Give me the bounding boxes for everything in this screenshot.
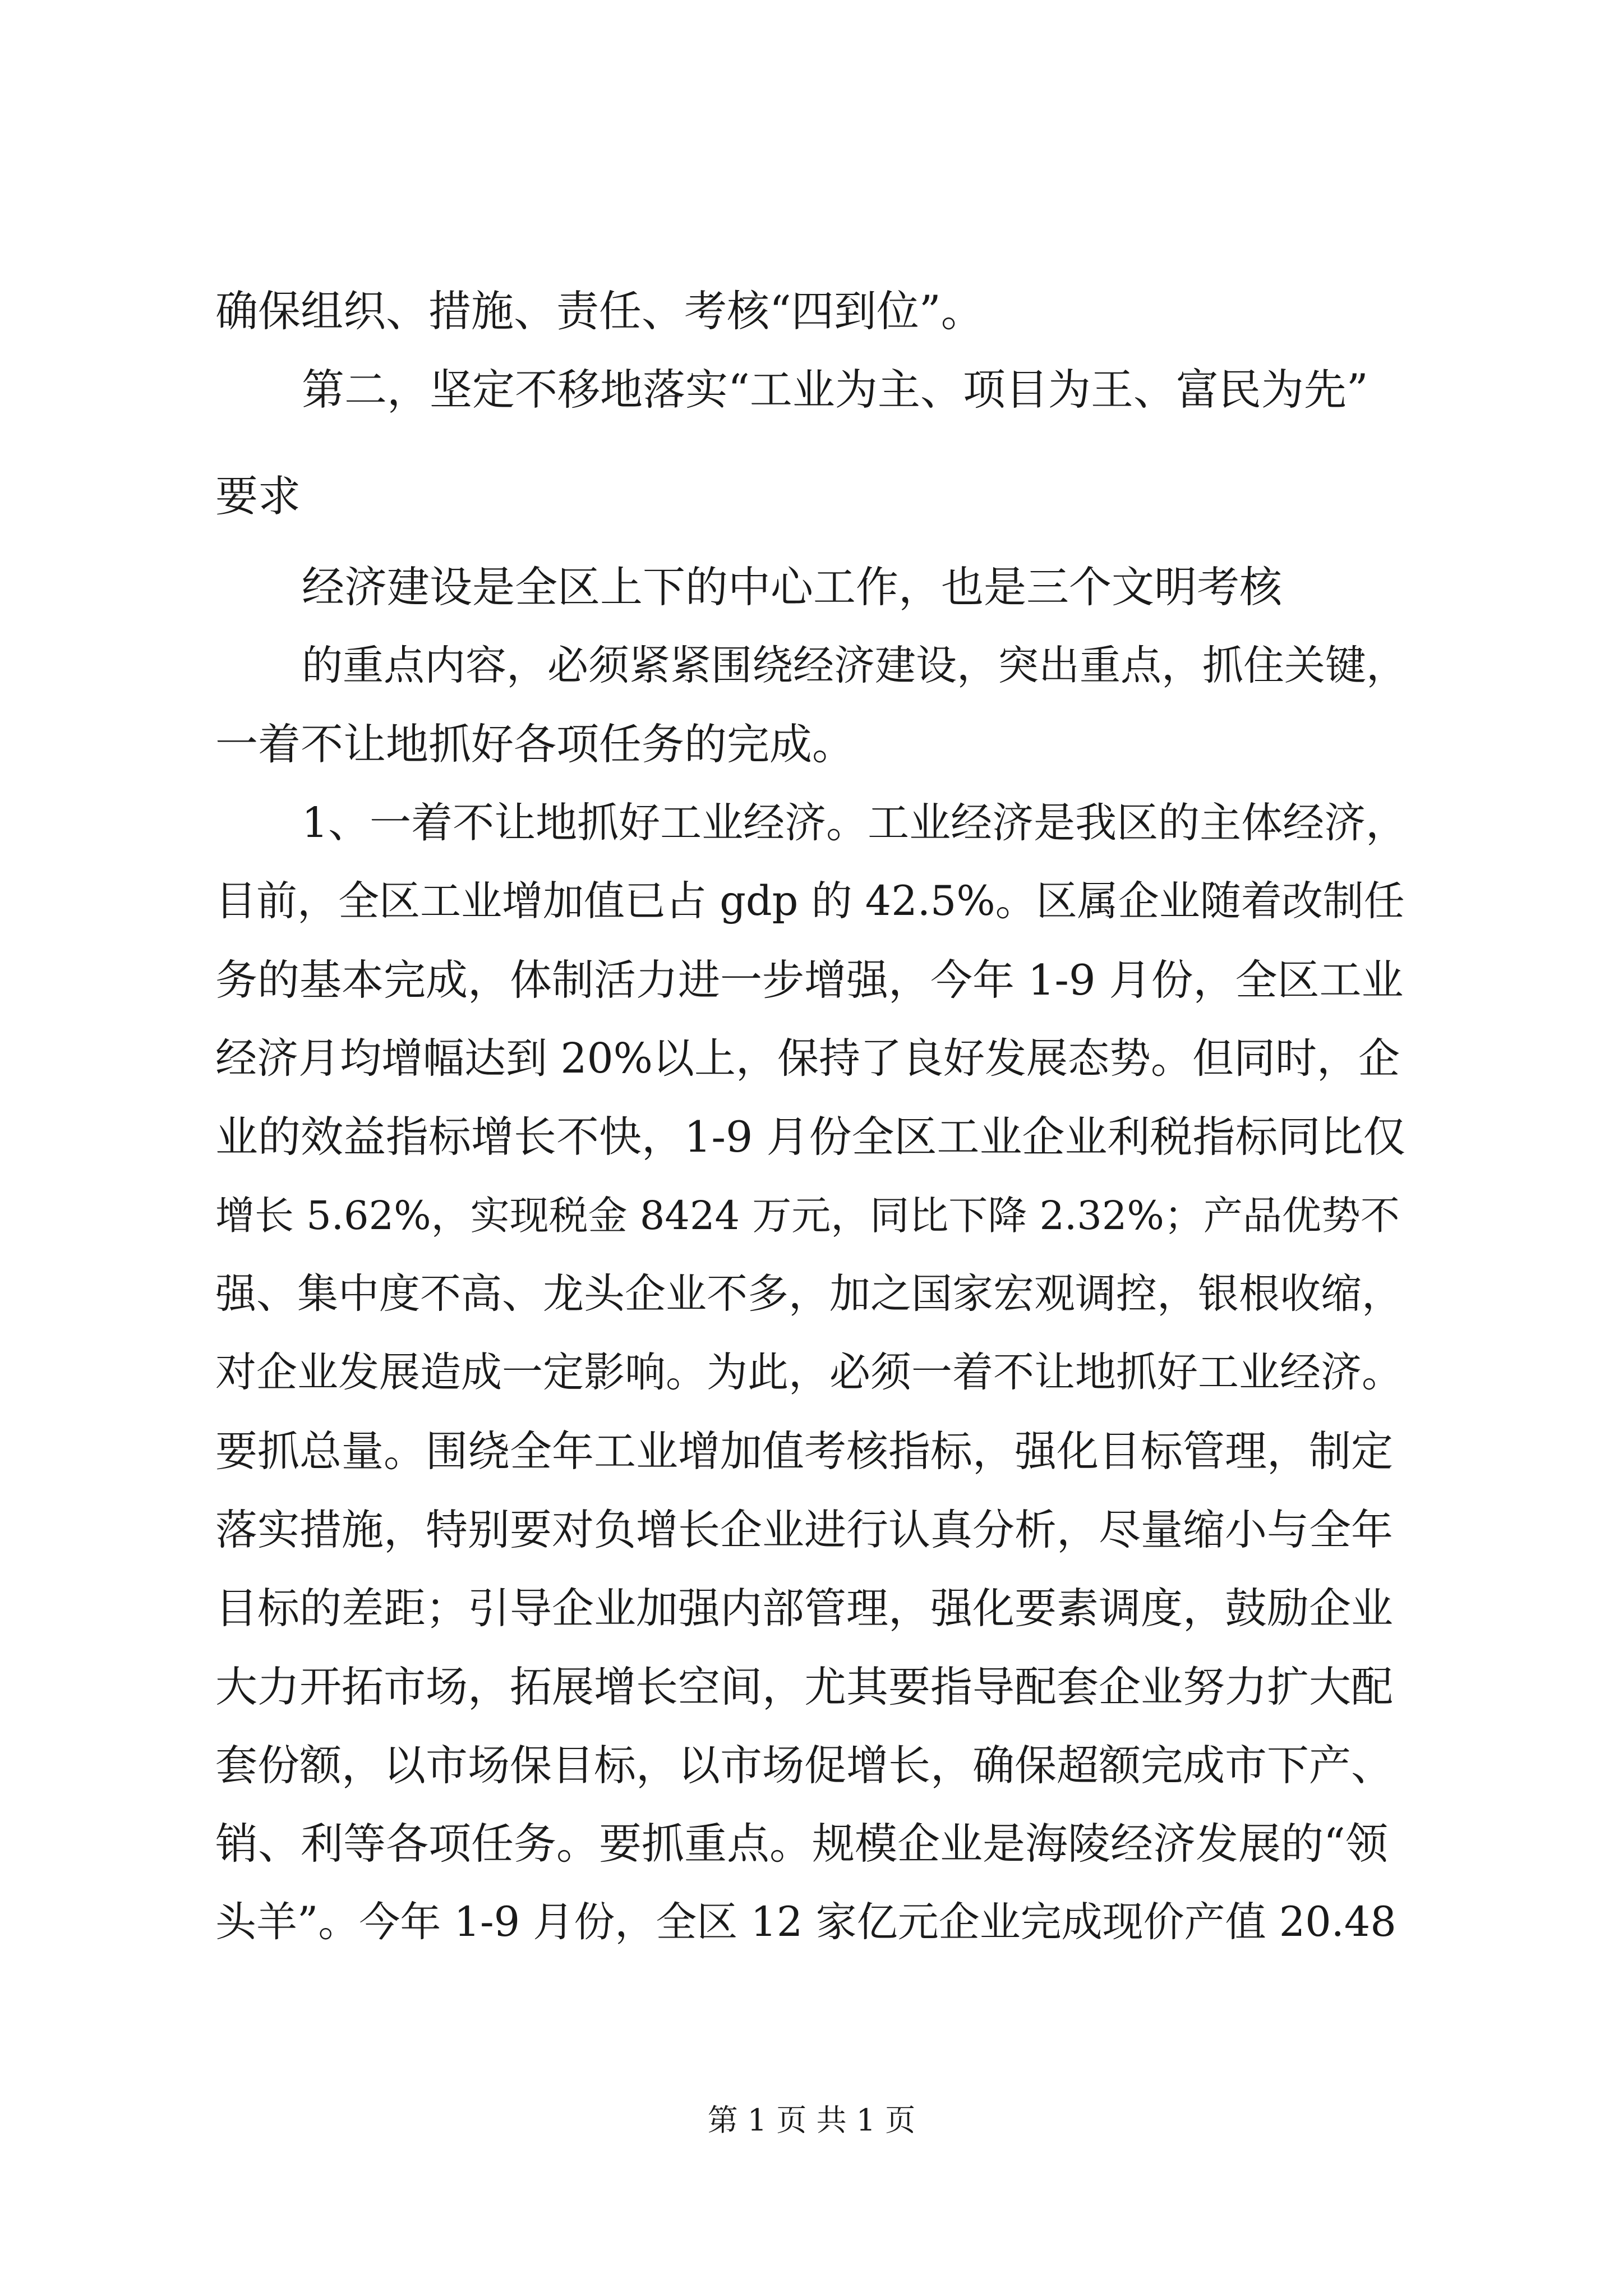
section-heading: 第二，坚定不移地落实“工业为主、项目为王、富民为先” xyxy=(302,365,1368,415)
body-text-line: 强、集中度不高、龙头企业不多，加之国家宏观调控，银根收缩， xyxy=(215,1270,1403,1318)
body-text-line: 确保组织、措施、责任、考核“四到位”。 xyxy=(215,286,984,336)
page-footer: 第 1 页 共 1 页 xyxy=(707,2102,916,2138)
section-heading-continuation: 要求 xyxy=(215,471,301,521)
body-text-line: 目标的差距；引导企业加强内部管理，强化要素调度，鼓励企业 xyxy=(215,1584,1394,1633)
body-text-line: 要抓总量。围绕全年工业增加值考核指标，强化目标管理，制定 xyxy=(215,1427,1394,1476)
body-text-line: 套份额，以市场保目标，以市场促增长，确保超额完成市下产、 xyxy=(215,1741,1394,1790)
body-text-line: 的重点内容，必须紧紧围绕经济建设，突出重点，抓住关键， xyxy=(302,642,1407,689)
paragraph-start: 经济建设是全区上下的中心工作，也是三个文明考核 xyxy=(302,562,1282,612)
body-text-line: 落实措施，特别要对负增长企业进行认真分析，尽量缩小与全年 xyxy=(215,1505,1394,1554)
body-text-line: 大力开拓市场，拓展增长空间，尤其要指导配套企业努力扩大配 xyxy=(215,1662,1394,1711)
paragraph-start: 1、一着不让地抓好工业经济。工业经济是我区的主体经济， xyxy=(302,799,1408,847)
body-text-line: 销、利等各项任务。要抓重点。规模企业是海陵经济发展的“领 xyxy=(215,1819,1388,1869)
body-text-line: 头羊”。今年 1-9 月份，全区 12 家亿元企业完成现价产值 20.48 xyxy=(215,1898,1396,1946)
body-text-line: 经济月均增幅达到 20%以上，保持了良好发展态势。但同时，企 xyxy=(215,1034,1400,1083)
body-text-line: 务的基本完成，体制活力进一步增强，今年 1-9 月份，全区工业 xyxy=(215,955,1404,1005)
body-text-line: 目前，全区工业增加值已占 gdp 的 42.5%。区属企业随着改制任 xyxy=(215,877,1405,925)
body-text-line: 业的效益指标增长不快，1-9 月份全区工业企业利税指标同比仅 xyxy=(215,1112,1406,1162)
body-text-line: 增长 5.62%，实现税金 8424 万元，同比下降 2.32%；产品优势不 xyxy=(215,1193,1400,1239)
body-text-line: 一着不让地抓好各项任务的完成。 xyxy=(215,719,855,769)
body-text-line: 对企业发展造成一定影响。为此，必须一着不让地抓好工业经济。 xyxy=(215,1349,1403,1396)
